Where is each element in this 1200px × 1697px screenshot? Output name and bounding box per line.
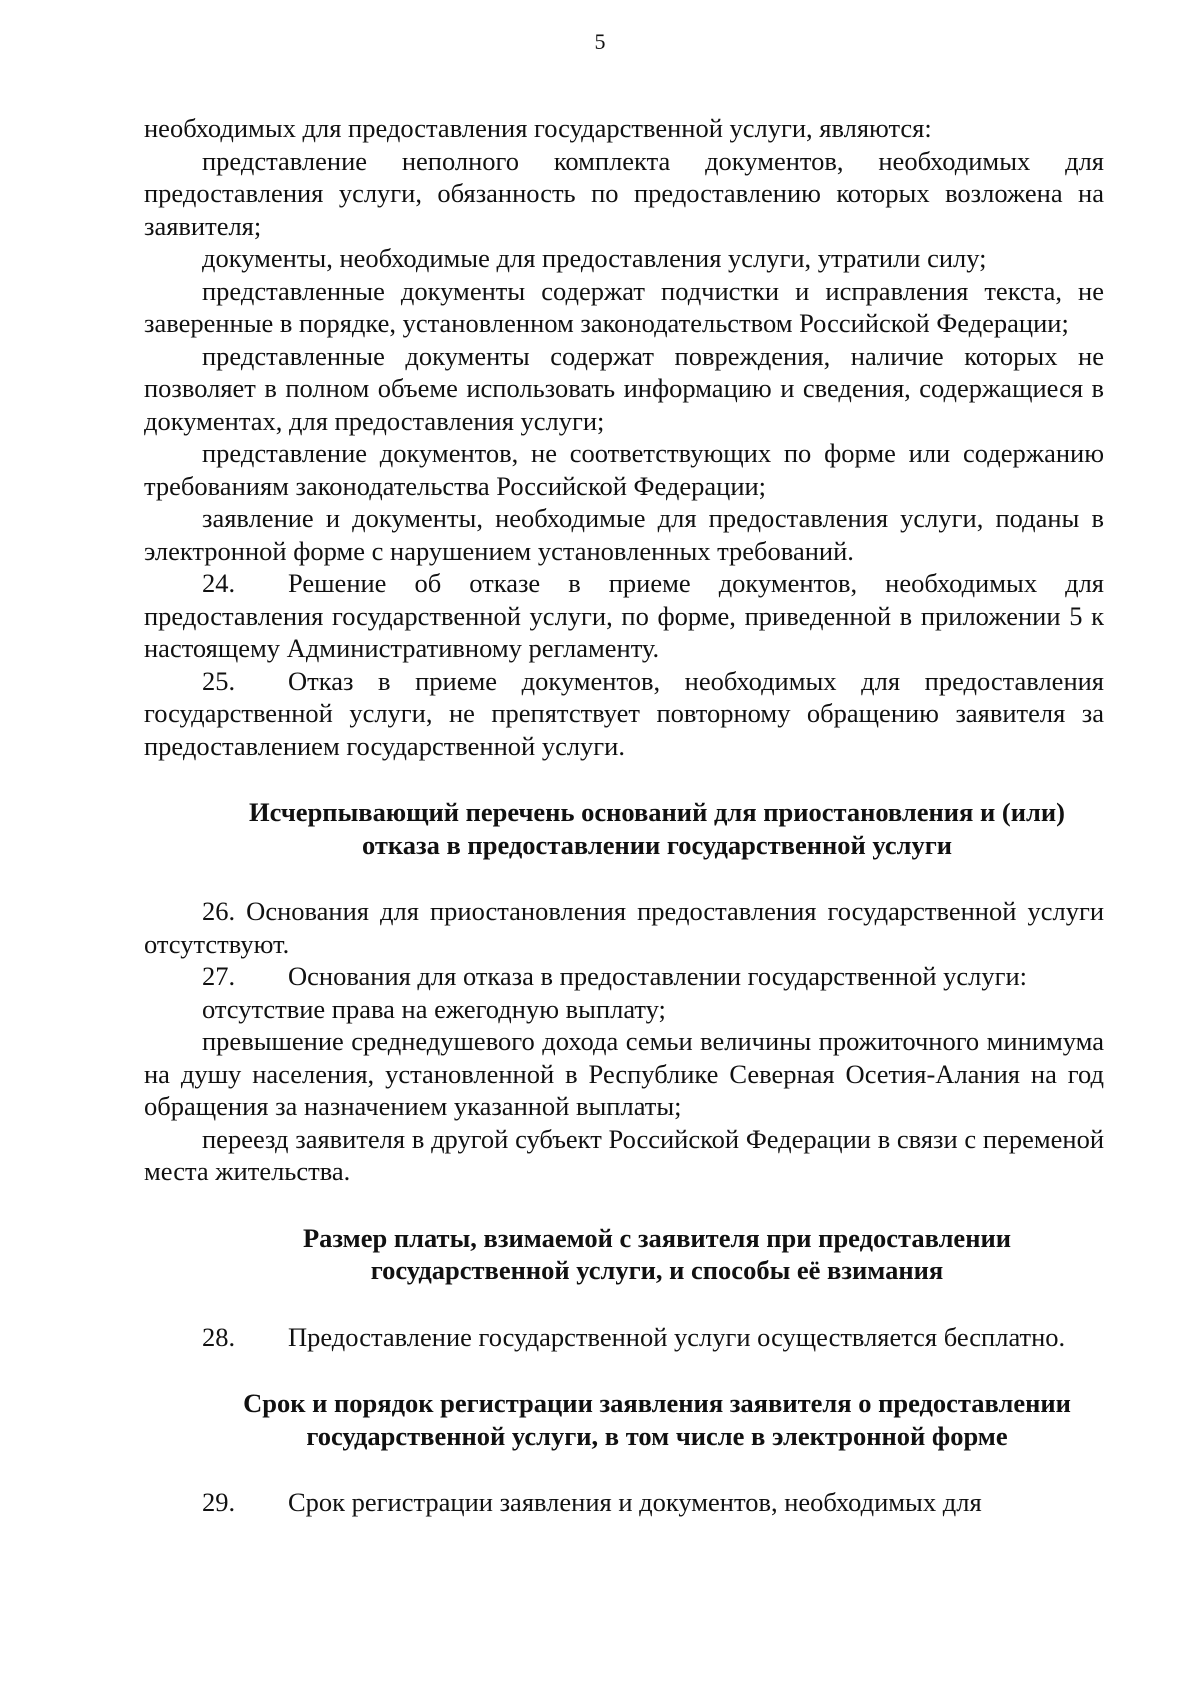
item-29-number: 29.: [202, 1487, 236, 1517]
item-28-number: 28.: [202, 1321, 236, 1352]
list-item: представленные документы содержат подчистки и исправления текста, не заверенные в порядке, установленном законодательством Российской Федерации;: [144, 275, 1104, 338]
list-item: отсутствие права на ежегодную выплату;: [202, 993, 666, 1024]
page-number: 5: [594, 29, 606, 54]
item-27-number: 27.: [202, 961, 236, 991]
paragraph-continuation: необходимых для предоставления государственной услуги, являются:: [144, 113, 932, 143]
section-heading-registration: [144, 1387, 1104, 1452]
item-29-text: Срок регистрации заявления и документов, необходимых для: [288, 1487, 982, 1517]
heading-line: государственной услуги, и способы её взимания: [370, 1255, 944, 1285]
item-25-number: 25.: [202, 665, 236, 696]
heading-line: государственной услуги, в том числе в электронной форме: [306, 1420, 1008, 1451]
item-24-text: Решение об отказе в приеме документов, необходимых для предоставления государственной услуги, по форме, приведенной в приложении 5 к настоящему Административному регламенту.: [144, 568, 1104, 663]
item-24: [144, 567, 1104, 665]
list-item: представление неполного комплекта документов, необходимых для предоставления услуги, обязанность по предоставлению которых возложена на заявителя;: [144, 145, 1104, 241]
section-heading-refusal-grounds: [144, 796, 1104, 861]
document-body: [144, 112, 1104, 1519]
list-item: заявление и документы, необходимые для предоставления услуги, поданы в электронной форме с нарушением установленных требований.: [144, 503, 1104, 566]
heading-line: отказа в предоставлении государственной услуги: [361, 829, 953, 860]
list-item: представленные документы содержат повреждения, наличие которых не позволяет в полном объеме использовать информацию и сведения, содержащиеся в документах, для предоставления услуги;: [144, 340, 1104, 436]
heading-line: Исчерпывающий перечень оснований для приостановления и (или): [249, 797, 1065, 827]
list-item: представление документов, не соответствующих по форме или содержанию требованиям законодательства Российской Федерации;: [144, 438, 1104, 501]
section-heading-fee: [144, 1222, 1104, 1287]
heading-line: Срок и порядок регистрации заявления заявителя о предоставлении: [243, 1388, 1071, 1418]
list-item: переезд заявителя в другой субъект Российской Федерации в связи с переменой места жительства.: [144, 1123, 1104, 1186]
item-26: 26. Основания для приостановления предоставления государственной услуги отсутствуют.: [144, 896, 1104, 959]
item-27-text: Основания для отказа в предоставлении государственной услуги:: [288, 961, 1028, 991]
item-27: [144, 960, 1104, 993]
item-28-text: Предоставление государственной услуги осуществляется бесплатно.: [288, 1321, 1066, 1352]
list-item: документы, необходимые для предоставления услуги, утратили силу;: [202, 243, 987, 273]
heading-line: Размер платы, взимаемой с заявителя при предоставлении: [302, 1222, 1012, 1253]
item-25: [144, 665, 1104, 763]
list-item: превышение среднедушевого дохода семьи величины прожиточного минимума на душу населения, установленной в Республике Северная Осетия-Алания на год обращения за назначением указанной выплаты;: [144, 1026, 1104, 1121]
item-29: [144, 1486, 1104, 1519]
item-25-text: Отказ в приеме документов, необходимых для предоставления государственной услуги, не препятствует повторному обращению заявителя за предоставлением государственной услуги.: [144, 665, 1104, 761]
item-28: [144, 1321, 1104, 1354]
item-24-number: 24.: [202, 568, 236, 598]
